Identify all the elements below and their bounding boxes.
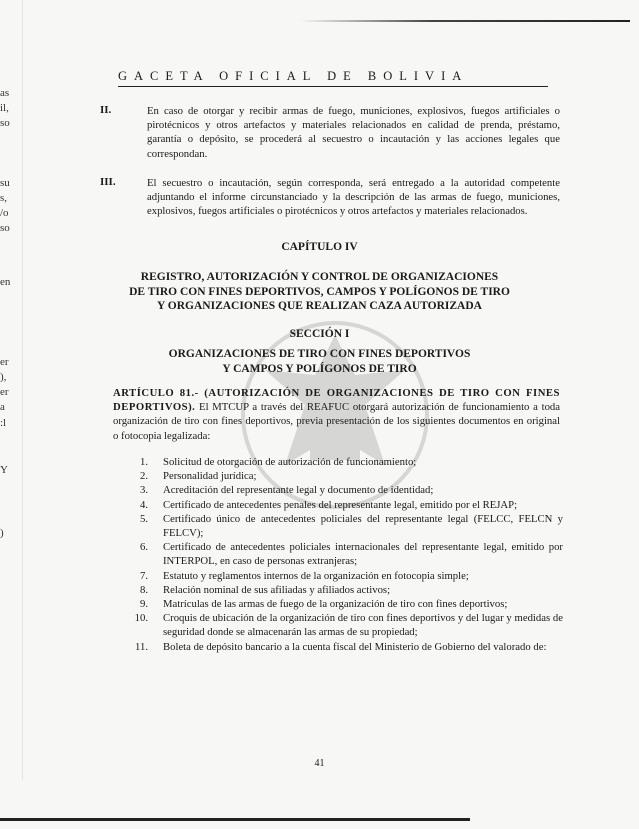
list-item-number: 4. [139,498,148,511]
paragraph-number: III. [100,176,116,188]
margin-fragment: en [0,276,11,288]
list-item-number: 10. [134,612,148,625]
list-item-number: 1. [139,456,148,468]
paragraph-number: II. [100,104,112,116]
chapter-subtitle [0,270,639,314]
list-item [118,455,563,469]
list-item [118,498,563,512]
margin-fragment: er [0,386,9,398]
list-item-text: Solicitud de otorgación de autorización de funcionamiento; [163,456,417,468]
list-item [118,540,563,568]
section-subtitle [0,347,639,376]
list-item-number: 5. [139,512,148,525]
margin-fragment: er [0,356,9,368]
list-item-text: Estatuto y reglamentos internos de la organización en fotocopia simple; [163,569,469,582]
margin-fragment: so [0,117,10,129]
chapter-subtitle-line: Y ORGANIZACIONES QUE REALIZAN CAZA AUTORIZADA [157,300,482,312]
list-item-number: 9. [139,598,148,611]
list-item [118,483,563,497]
list-item [118,597,563,611]
margin-fragment: so [0,222,10,234]
paragraph-text: El secuestro o incautación, según corresponda, será entregado a la autoridad competente adjuntando el informe circunstanciado y la descripción de las armas de fuego, municiones, explosivos, fuegos artificiales o pirotécnicos y otros artefactos y materiales relacionados. [147,177,560,218]
list-item-number: 6. [139,541,148,554]
margin-fragment: /o [0,207,9,219]
list-item-text: Croquis de ubicación de la organización de tiro con fines deportivos y del lugar y medidas de seguridad donde se almacenarán las armas de su propiedad; [163,612,563,639]
page-number: 41 [314,758,325,769]
margin-fragment: su [0,177,10,189]
list-item [118,640,563,654]
list-item [118,512,563,540]
list-item [118,611,563,639]
scan-edge-bottom [0,818,470,821]
list-item [118,469,563,483]
previous-page-margin [0,0,14,829]
article-body: El MTCUP a través del REAFUC otorgará autorización de funcionamiento a toda organización de tiro con fines deportivos, previa presentación de los siguientes documentos en original o fotocopia legalizada: [113,401,560,442]
scan-edge-top [300,20,630,22]
article-81 [113,386,560,443]
chapter-subtitle-line: DE TIRO CON FINES DEPORTIVOS, CAMPOS Y POLÍGONOS DE TIRO [129,285,510,298]
list-item-text: Certificado de antecedentes policiales internacionales del representante legal, emitido por INTERPOL, en caso de personas extranjeras; [163,541,563,568]
chapter-title: CAPÍTULO IV [281,241,358,253]
chapter-subtitle-line: REGISTRO, AUTORIZACIÓN Y CONTROL DE ORGANIZACIONES [140,271,499,283]
requirements-list [118,455,563,654]
list-item [118,569,563,583]
list-item-text: Relación nominal de sus afiliadas y afiliados activos; [163,583,391,596]
list-item-text: Boleta de depósito bancario a la cuenta fiscal del Ministerio de Gobierno del valorado de: [163,640,547,653]
list-item-number: 2. [139,470,148,483]
list-item-text: Acreditación del representante legal y documento de identidad; [163,484,434,497]
page-fold-line [22,0,23,780]
margin-fragment: s, [0,192,8,204]
paragraph-text: En caso de otorgar y recibir armas de fuego, municiones, explosivos, fuegos artificiales o pirotécnicos y otros artefactos y materiales relacionados en calidad de prenda, préstamo, garantía o depósito, se procederá al secuestro o incautación y las acciones legales que correspondan. [147,105,560,160]
margin-fragment: il, [0,102,9,114]
margin-fragment: ) [0,527,4,539]
list-item-text: Personalidad jurídica; [163,470,257,483]
list-item-number: 11. [135,640,148,653]
gazette-header: GACETA OFICIAL DE BOLIVIA [118,69,548,87]
margin-fragment: ), [0,371,7,383]
article-heading: ARTÍCULO 81.- (AUTORIZACIÓN DE ORGANIZACIONES DE TIRO CON FINES DEPORTIVOS). [113,387,560,414]
margin-fragment: Y [0,464,8,476]
list-item-text: Certificado de antecedentes penales del representante legal, emitido por el REJAP; [163,498,518,511]
margin-fragment: a [0,401,5,413]
list-item-text: Certificado único de antecedentes policiales del representante legal (FELCC, FELCN y FELCV); [163,512,563,540]
list-item [118,583,563,597]
margin-fragment: :l [0,417,7,429]
list-item-text: Matrículas de las armas de fuego de la organización de tiro con fines deportivos; [163,598,508,611]
section-title: SECCIÓN I [289,328,350,340]
list-item-number: 7. [139,569,148,582]
section-subtitle-line: ORGANIZACIONES DE TIRO CON FINES DEPORTIVOS [168,348,471,360]
section-subtitle-line: Y CAMPOS Y POLÍGONOS DE TIRO [222,362,417,375]
margin-fragment: as [0,87,10,99]
list-item-number: 3. [139,484,148,497]
list-item-number: 8. [139,583,148,596]
